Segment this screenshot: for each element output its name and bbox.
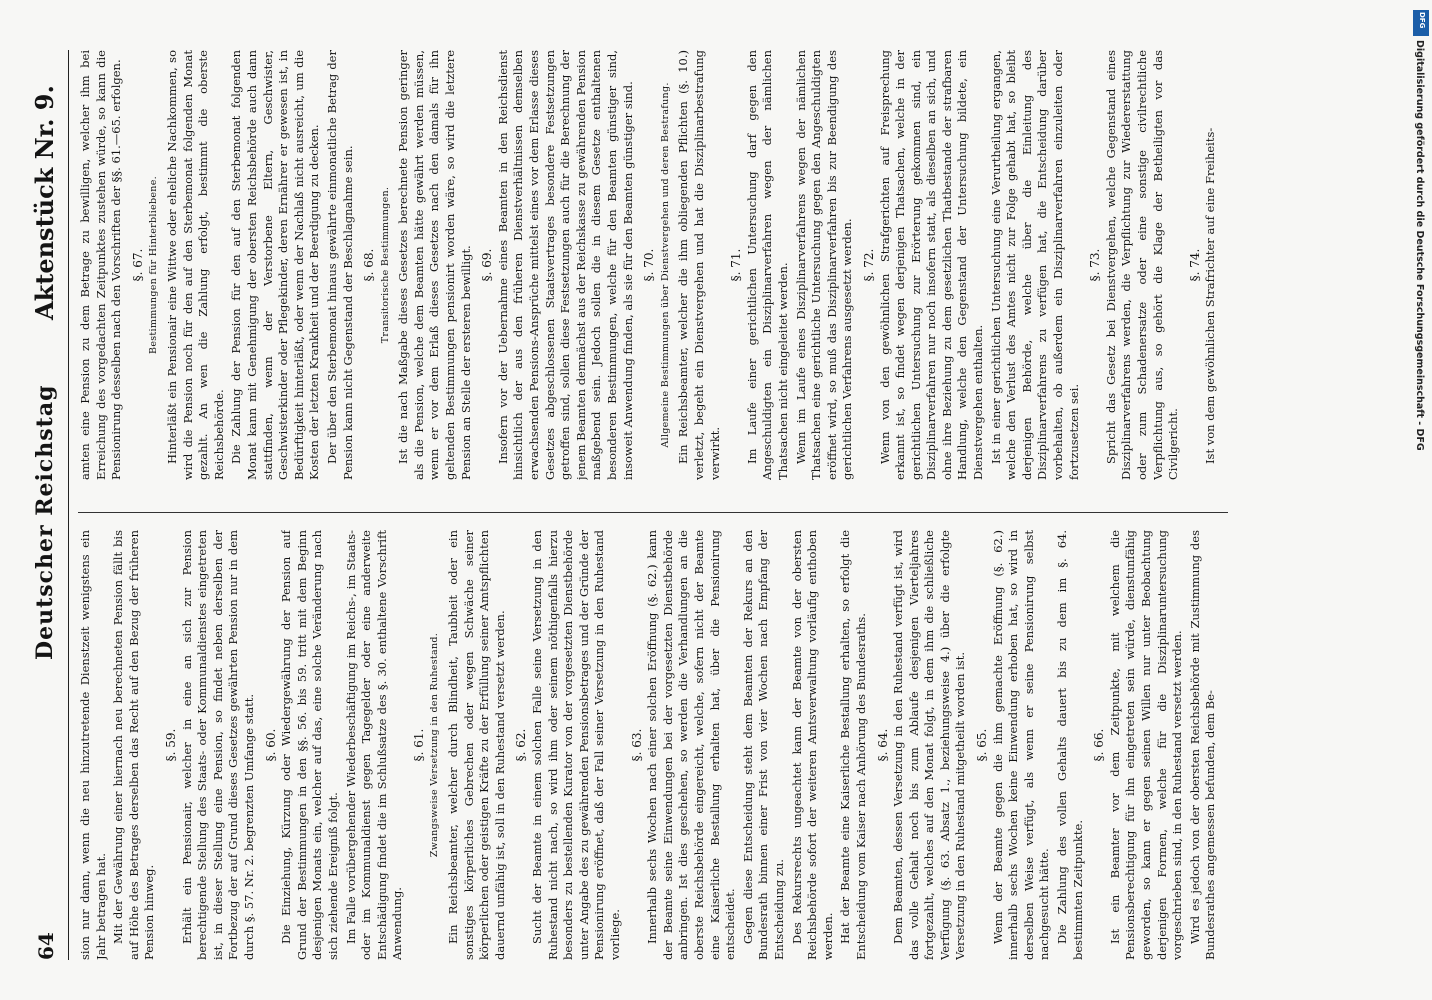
paragraph: Wenn von den gewöhnlichen Strafgerichten auf Freisprechung erkannt ist, so findet wegen derjenigen Thatsachen, welche in der gerichtlichen Untersuchung zur Erörterung gekommen sind, ein Disziplinarverfahren nur noch insofern statt, als dieselben an sich, und ohne ihre Beziehung zu dem gesetzlichen Thatbestande der strafbaren Handlung, welche den Gegenstand der Untersuchung bildete, ein Dienstvergehen enthalten.	[877, 50, 986, 480]
page-header	[28, 50, 69, 960]
section-number: §. 62.	[514, 728, 529, 762]
paragraph: Hat der Beamte eine Kaiserliche Bestallung erhalten, so erfolgt die Entscheidung vom Kaiser nach Anhörung des Bundesraths.	[838, 530, 868, 960]
paragraph: Ist die nach Maßgabe dieses Gesetzes berechnete Pension geringer als die Pension, welche dem Beamten hätte gewährt werden müssen, wenn er vor dem Erlaß dieses Gesetzes nach den damals für ihn geltenden Bestimmungen pensionirt worden wäre, so wird die letztere Pension an Stelle der ersteren bewilligt.	[396, 50, 473, 480]
section-heading: Bestimmungen für Hinterbliebene.	[148, 176, 160, 354]
funding-credit-text: Digitalisierung gefördert durch die Deutsche Forschungsgemeinschaft - DFG	[1414, 40, 1425, 451]
paragraph: Im Falle vorübergehender Wiederbeschäftigung im Reichs-, im Staats- oder im Kommunaldienst gegen Tagegelder oder eine anderweite Entschädigung findet die im Schlußsatze des §. 30. enthaltene Vorschrift Anwendung.	[343, 530, 405, 960]
paragraph: Dem Beamten, dessen Versetzung in den Ruhestand verfügt ist, wird das volle Gehalt noch bis zum Ablaufe desjenigen Vierteljahres fortgezahlt, welches auf den Monat folgt, in dem ihm die schließliche Verfügung (§. 63. Absatz 1., beziehungsweise 4.) über die erfolgte Versetzung in den Ruhestand mitgetheilt worden ist.	[891, 530, 968, 960]
paragraph: Des Rekursrechts ungeachtet kann der Beamte von der obersten Reichsbehörde sofort der weiteren Amtsverwaltung vorläufig enthoben werden.	[789, 530, 835, 960]
journal-title: Deutscher Reichstag	[32, 384, 58, 660]
paragraph: Hinterläßt ein Pensionair eine Wittwe oder eheliche Nachkommen, so wird die Pension noch für den auf den Sterbemonat folgenden Monat gezahlt. An wen die Zahlung erfolgt, bestimmt die oberste Reichsbehörde.	[164, 50, 226, 480]
section-number: §. 66.	[1092, 728, 1107, 762]
section-number: §. 69.	[480, 248, 495, 282]
paragraph: Ist von dem gewöhnlichen Strafrichter auf eine Freiheits-	[1203, 127, 1218, 464]
paragraph: amten eine Pension zu dem Betrage zu bewilligen, welcher ihm bei Erreichung des vorgedachten Zeitpunktes zustehen würde, so kann die Pensionirung desselben nach den Vorschriften der §§. 61.—65. erfolgen.	[78, 50, 124, 480]
paragraph: Im Laufe einer gerichtlichen Untersuchung darf gegen den Angeschuldigten ein Disziplinarverfahren wegen der nämlichen Thatsachen nicht eingeleitet werden.	[744, 50, 790, 480]
paragraph: Wenn der Beamte gegen die ihm gemachte Eröffnung (§. 62.) innerhalb sechs Wochen keine Einwendung erhoben hat, so wird in derselben Weise verfügt, als wenn er seine Pensionirung selbst nachgesucht hätte.	[990, 530, 1052, 960]
section-number: §. 73.	[1088, 248, 1103, 282]
paragraph: Gegen diese Entscheidung steht dem Beamten der Rekurs an den Bundesrath binnen einer Frist von vier Wochen nach Empfang der Entscheidung zu.	[740, 530, 786, 960]
section-number: §. 71.	[729, 248, 744, 282]
paragraph: Wird es jedoch von der obersten Reichsbehörde mit Zustimmung des Bundesrathes angemessen befunden, dem Be-	[1187, 530, 1218, 960]
paragraph: Ein Reichsbeamter, welcher durch Blindheit, Taubheit oder ein sonstiges körperliches Gebrechen oder wegen Schwäche seiner körperlichen oder geistigen Kräfte zu der Erfüllung seiner Amtspflichten dauernd unfähig ist, soll in den Ruhestand versetzt werden.	[446, 530, 507, 960]
section-heading: Transitorische Bestimmungen.	[379, 186, 391, 344]
section-number: §. 65.	[975, 728, 990, 762]
paragraph: Die Zahlung des vollen Gehalts dauert bis zu dem im §. 64. bestimmten Zeitpunkte.	[1055, 530, 1085, 960]
paragraph: Die Einziehung, Kürzung oder Wiedergewährung der Pension auf Grund der Bestimmungen in den §§. 56. bis 59. tritt mit dem Beginn desjenigen Monats ein, welcher auf das, eine solche Veränderung nach sich ziehende Ereigniß folgt.	[279, 530, 340, 960]
dfg-logo-icon: DFG	[1413, 10, 1429, 36]
section-number: §. 67.	[130, 248, 145, 282]
document-title: Aktenstück Nr. 9.	[30, 85, 59, 320]
paragraph: sion nur dann, wenn die neu hinzutretende Dienstzeit wenigstens ein Jahr betragen hat.	[78, 530, 108, 960]
section-number: §. 64.	[875, 728, 890, 762]
section-heading: Allgemeine Bestimmungen über Dienstvergehen und deren Bestrafung.	[659, 82, 671, 448]
paragraph: Erhält ein Pensionair, welcher in eine an sich zur Pension berechtigende Stellung des Staats- oder Kommunaldienstes eingetreten ist, in dieser Stellung eine Pension, so findet neben derselben der Fortbezug der auf Grund dieses Gesetzes gewährten Pension nur in dem durch §. 57. Nr. 2. begrenzten Umfange statt.	[179, 530, 256, 960]
paragraph: Mit der Gewährung einer hiernach neu berechneten Pension fällt bis auf Höhe des Betrages derselben das Recht auf den Bezug der früheren Pension hinweg.	[111, 530, 157, 960]
right-text-column	[78, 50, 1228, 480]
section-number: §. 61.	[411, 728, 426, 762]
page-number: 64	[34, 932, 58, 960]
paragraph: Innerhalb sechs Wochen nach einer solchen Eröffnung (§. 62.) kann der Beamte seine Einwendungen bei der vorgesetzten Dienstbehörde anbringen. Ist dies geschehen, so werden die Verhandlungen an die oberste Reichsbehörde eingereicht, welche, sofern nicht der Beamte eine Kaiserliche Bestallung erhalten hat, über die Pensionirung entscheidet.	[645, 530, 738, 960]
section-number: §. 70.	[642, 248, 657, 282]
section-heading: Zwangsweise Versetzung in den Ruhestand.	[429, 632, 441, 858]
section-number: §. 72.	[861, 248, 876, 282]
paragraph: Wenn im Laufe eines Disziplinarverfahrens wegen der nämlichen Thatsachen eine gerichtliche Untersuchung gegen den Angeschuldigten eröffnet wird, so muß das Disziplinarverfahren bis zur Beendigung des gerichtlichen Verfahrens ausgesetzt werden.	[793, 50, 855, 480]
paragraph: Die Zahlung der Pension für den auf den Sterbemonat folgenden Monat kann mit Genehmigung der obersten Reichsbehörde auch dann stattfinden, wenn der Verstorbene Eltern, Geschwister, Geschwisterkinder oder Pflegekinder, deren Ernährer er gewesen ist, in Bedürftigkeit hinterläßt, oder wenn der Nachlaß nicht ausreicht, um die Kosten der letzten Krankheit und der Beerdigung zu decken.	[229, 50, 322, 480]
paragraph: Ist ein Beamter vor dem Zeitpunkte, mit welchem die Pensionsberechtigung für ihn eingetreten sein würde, dienstunfähig geworden, so kann er gegen seinen Willen nur unter Beobachtung derjenigen Formen, welche für die Disziplinaruntersuchung vorgeschrieben sind, in den Ruhestand versetzt werden.	[1107, 530, 1185, 960]
paragraph: Der über den Sterbemonat hinaus gewährte einmonatliche Betrag der Pension kann nicht Gegenstand der Beschlagnahme sein.	[324, 50, 355, 480]
section-number: §. 59.	[163, 728, 178, 762]
column-divider	[78, 512, 1228, 513]
paragraph: Sucht der Beamte in einem solchen Falle seine Versetzung in den Ruhestand nicht nach, so wird ihm oder seinem nöthigenfalls hierzu besonders zu bestellenden Kurator von der vorgesetzten Dienstbehörde unter Angabe des zu gewährenden Pensionsbetrages und der Gründe der Pensionirung eröffnet, daß der Fall seiner Versetzung in den Ruhestand vorliege.	[530, 530, 622, 960]
paragraph: Ist in einer gerichtlichen Untersuchung eine Verurtheilung ergangen, welche den Verlust des Amtes nicht zur Folge gehabt hat, so bleibt derjenigen Behörde, welche über die Einleitung des Disziplinarverfahrens zu verfügen hat, die Entscheidung darüber vorbehalten, ob außerdem ein Disziplinarverfahren einzuleiten oder fortzusetzen sei.	[988, 50, 1081, 480]
section-number: §. 68.	[362, 248, 377, 282]
section-number: §. 74.	[1187, 248, 1202, 282]
section-number: §. 63.	[629, 728, 644, 762]
funding-credit	[1412, 40, 1428, 980]
paragraph: Insofern vor der Uebernahme eines Beamten in den Reichsdienst hinsichtlich der aus den früheren Dienstverhältnissen demselben erwachsenden Pensions-Ansprüche mittelst eines vor dem Erlasse dieses Gesetzes abgeschlossenen Staatsvertrages besondere Festsetzungen getroffen sind, sollen diese Festsetzungen auch für die Berechnung der jenem Beamten demnächst aus der Reichskasse zu gewährenden Pension maßgebend sein. Jedoch sollen die in diesem Gesetze enthaltenen besonderen Bestimmungen, welche für den Beamten günstiger sind, insoweit Anwendung finden, als sie für den Beamten günstiger sind.	[495, 50, 635, 480]
rotated-page	[16, 0, 1416, 1000]
section-number: §. 60.	[263, 728, 278, 762]
paragraph: Spricht das Gesetz bei Dienstvergehen, welche Gegenstand eines Disziplinarverfahrens werden, die Verpflichtung zur Wiedererstattung oder zum Schadenersatze oder eine sonstige civilrechtliche Verpflichtung aus, so gehört die Klage der Betheiligten vor das Civilgericht.	[1103, 50, 1181, 480]
left-text-column	[78, 530, 1228, 960]
paragraph: Ein Reichsbeamter, welcher die ihm obliegenden Pflichten (§. 10.) verletzt, begeht ein Dienstvergehen und hat die Disziplinarbestrafung verwirkt.	[676, 50, 722, 480]
